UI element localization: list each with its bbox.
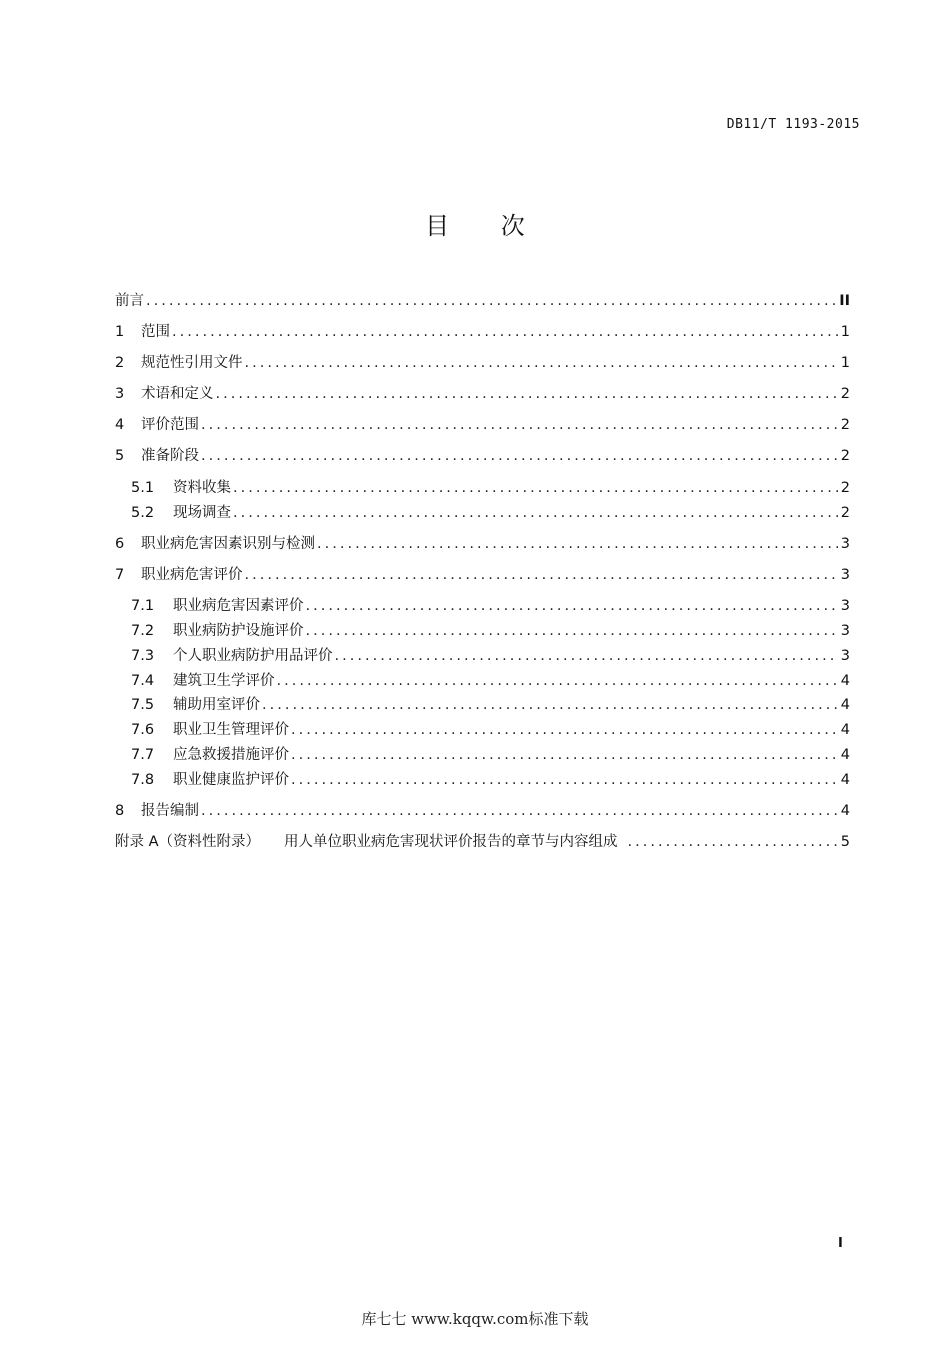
toc-entry[interactable] <box>115 382 850 402</box>
toc-entry-label: 职业病危害因素评价 <box>173 598 304 614</box>
toc-entry-label: 范围 <box>141 324 170 340</box>
toc-entry[interactable] <box>131 693 850 713</box>
toc-entry-page: 4 <box>840 697 850 713</box>
toc-entry[interactable] <box>131 619 850 639</box>
toc-entry-page: II <box>839 293 850 309</box>
dot-leader <box>277 673 839 689</box>
dot-leader <box>201 803 838 819</box>
toc-entry[interactable] <box>115 320 850 340</box>
toc-entry-number: 3 <box>115 386 125 402</box>
toc-entry-number: 4 <box>115 417 125 433</box>
toc-entry[interactable] <box>115 830 850 850</box>
toc-entry-number: 7.6 <box>131 722 155 738</box>
toc-entry-label: 资料收集 <box>173 480 231 496</box>
dot-leader <box>291 747 838 763</box>
dot-leader <box>245 567 839 583</box>
toc-entry-label: 评价范围 <box>141 417 199 433</box>
toc-entry[interactable] <box>131 594 850 614</box>
toc-entry[interactable] <box>115 413 850 433</box>
toc-entry-page: 4 <box>840 747 850 763</box>
toc-entry-label: 前言 <box>115 293 144 309</box>
toc-entry-label: 辅助用室评价 <box>173 697 260 713</box>
toc-entry[interactable] <box>131 501 850 521</box>
dot-leader <box>245 355 839 371</box>
toc-entry[interactable] <box>115 532 850 552</box>
toc-entry-label: 职业病危害因素识别与检测 <box>141 536 315 552</box>
toc-entry-number: 7.4 <box>131 673 155 689</box>
toc-entry-label: 术语和定义 <box>141 386 214 402</box>
toc-entry-page: 1 <box>840 324 850 340</box>
toc-entry-page: 3 <box>840 648 850 664</box>
toc-entry-number: 2 <box>115 355 125 371</box>
toc-entry[interactable] <box>131 476 850 496</box>
page-title: 目 次 <box>425 212 547 240</box>
page-number: I <box>838 1236 843 1251</box>
toc-entry[interactable] <box>115 563 850 583</box>
toc-entry-page: 4 <box>840 803 850 819</box>
toc-entry-page: 2 <box>840 480 850 496</box>
dot-leader <box>335 648 839 664</box>
dot-leader <box>291 722 838 738</box>
toc-entry-page: 2 <box>840 386 850 402</box>
toc-entry-label: 用人单位职业病危害现状评价报告的章节与内容组成 <box>284 834 618 850</box>
standard-number: DB11/T 1193-2015 <box>726 117 860 132</box>
toc-entry-label: 准备阶段 <box>141 448 199 464</box>
dot-leader <box>172 324 838 340</box>
toc-entry-number: 7 <box>115 567 125 583</box>
dot-leader <box>306 598 839 614</box>
toc-entry-number: 7.5 <box>131 697 155 713</box>
dot-leader <box>146 293 837 309</box>
toc-entry-number: 5.1 <box>131 480 155 496</box>
toc-entry-label: 规范性引用文件 <box>141 355 243 371</box>
toc-entry-page: 1 <box>840 355 850 371</box>
toc-entry-page: 2 <box>840 448 850 464</box>
toc-entry-page: 3 <box>840 567 850 583</box>
dot-leader <box>317 536 838 552</box>
toc-entry[interactable] <box>115 799 850 819</box>
toc-entry-label: 报告编制 <box>141 803 199 819</box>
toc-entry[interactable] <box>115 351 850 371</box>
toc-entry-page: 3 <box>840 536 850 552</box>
toc-entry-label: 应急救援措施评价 <box>173 747 289 763</box>
dot-leader <box>306 623 839 639</box>
toc-entry-label: 个人职业病防护用品评价 <box>173 648 333 664</box>
toc-entry-page: 2 <box>840 417 850 433</box>
dot-leader <box>216 386 839 402</box>
toc-entry-page: 3 <box>840 623 850 639</box>
toc-entry[interactable] <box>115 444 850 464</box>
toc-entry-page: 2 <box>840 505 850 521</box>
toc-entry-number: 7.7 <box>131 747 155 763</box>
toc-entry-number: 5 <box>115 448 125 464</box>
toc-entry-number: 附录 A（资料性附录） <box>115 834 261 850</box>
toc-entry-number: 1 <box>115 324 125 340</box>
toc-entry[interactable] <box>131 669 850 689</box>
dot-leader <box>233 480 838 496</box>
dot-leader <box>233 505 838 521</box>
toc-entry[interactable] <box>131 644 850 664</box>
toc-entry-page: 5 <box>840 834 850 850</box>
toc-entry[interactable] <box>131 718 850 738</box>
toc-entry-page: 4 <box>840 772 850 788</box>
toc-entry-number: 6 <box>115 536 125 552</box>
toc-entry[interactable] <box>131 768 850 788</box>
toc-entry-label: 职业病危害评价 <box>141 567 243 583</box>
toc-entry-label: 职业健康监护评价 <box>173 772 289 788</box>
toc-entry-number: 7.8 <box>131 772 155 788</box>
toc-entry[interactable] <box>115 289 850 309</box>
toc-entry-label: 职业病防护设施评价 <box>173 623 304 639</box>
dot-leader <box>201 417 838 433</box>
toc-entry-label: 职业卫生管理评价 <box>173 722 289 738</box>
dot-leader <box>262 697 838 713</box>
toc-entry-number: 7.1 <box>131 598 155 614</box>
toc-entry-label: 建筑卫生学评价 <box>173 673 275 689</box>
toc-entry-number: 5.2 <box>131 505 155 521</box>
toc-entry-number: 8 <box>115 803 125 819</box>
dot-leader <box>628 834 838 850</box>
toc-entry-label: 现场调查 <box>173 505 231 521</box>
toc-entry-page: 4 <box>840 722 850 738</box>
toc-entry-page: 3 <box>840 598 850 614</box>
dot-leader <box>201 448 838 464</box>
dot-leader <box>291 772 838 788</box>
toc-entry-number: 7.2 <box>131 623 155 639</box>
toc-entry-page: 4 <box>840 673 850 689</box>
toc-entry[interactable] <box>131 743 850 763</box>
footer-watermark: 库七七 www.kqqw.com标准下载 <box>361 1310 589 1328</box>
toc-entry-number: 7.3 <box>131 648 155 664</box>
